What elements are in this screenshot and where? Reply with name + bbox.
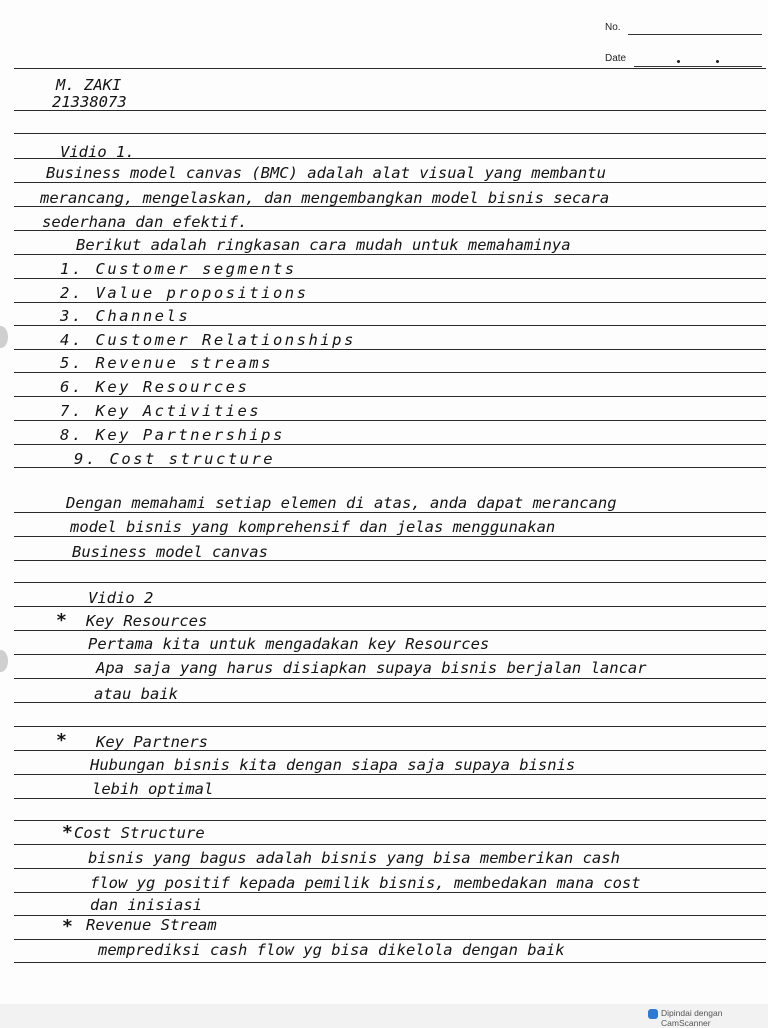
section-line: lebih optimal: [92, 780, 214, 798]
ruled-line: [14, 726, 766, 727]
author-name: M. ZAKI: [56, 76, 122, 94]
section-bullet: *: [62, 822, 73, 843]
section-line: memprediksi cash flow yg bisa dikelola dengan baik: [98, 941, 565, 959]
ruled-line: [14, 868, 766, 869]
section-line: Apa saja yang harus disiapkan supaya bisnis berjalan lancar: [96, 659, 647, 677]
section-bullet: *: [62, 916, 73, 937]
ruled-line: [14, 774, 766, 775]
ruled-line: [14, 349, 766, 350]
ruled-line: [14, 302, 766, 303]
ruled-line: [14, 536, 766, 537]
ruled-line: [14, 325, 766, 326]
ruled-line: [14, 962, 766, 963]
conclusion-line: Business model canvas: [72, 543, 268, 561]
section-line: dan inisiasi: [90, 896, 202, 914]
ruled-line: [14, 512, 766, 513]
bmc-element-item: 7. Key Activities: [60, 402, 262, 420]
ruled-line: [14, 254, 766, 255]
ruled-line: [14, 182, 766, 183]
section-heading: Revenue Stream: [86, 916, 217, 934]
summary-line: Berikut adalah ringkasan cara mudah untuk memahaminya: [76, 236, 571, 254]
ruled-line: [14, 820, 766, 821]
ruled-line: [14, 133, 766, 134]
date-separator-dot: [716, 60, 719, 63]
conclusion-line: model bisnis yang komprehensif dan jelas menggunakan: [70, 518, 556, 536]
section-heading: Key Partners: [96, 733, 208, 751]
intro-line: sederhana dan efektif.: [42, 213, 248, 231]
section-bullet: *: [56, 730, 67, 751]
conclusion-line: Dengan memahami setiap elemen di atas, anda dapat merancang: [66, 494, 617, 512]
video1-title: Vidio 1.: [60, 143, 135, 161]
scanner-watermark: Dipindai dengan CamScanner: [661, 1008, 723, 1028]
section-line: atau baik: [94, 685, 178, 703]
bmc-element-item: 3. Channels: [60, 307, 191, 325]
bmc-element-item: 5. Revenue streams: [60, 354, 273, 372]
date-separator-dot: [677, 60, 680, 63]
section-heading: Key Resources: [86, 612, 208, 630]
ruled-line: [14, 396, 766, 397]
ruled-line: [14, 939, 766, 940]
ruled-line: [14, 278, 766, 279]
binder-hole: [0, 326, 8, 348]
ruled-line: [14, 798, 766, 799]
ruled-line: [14, 444, 766, 445]
ruled-line: [14, 654, 766, 655]
ruled-line: [14, 372, 766, 373]
video2-title: Vidio 2: [88, 589, 154, 607]
bmc-element-item: 9. Cost structure: [74, 450, 276, 468]
ruled-line: [14, 844, 766, 845]
date-field-line: [634, 66, 762, 67]
author-id: 21338073: [52, 93, 127, 111]
binder-hole: [0, 650, 8, 672]
section-heading: Cost Structure: [74, 824, 205, 842]
ruled-line: [14, 892, 766, 893]
bmc-element-item: 2. Value propositions: [60, 284, 309, 302]
ruled-line: [14, 420, 766, 421]
section-bullet: *: [56, 610, 67, 631]
ruled-line: [14, 630, 766, 631]
intro-line: Business model canvas (BMC) adalah alat visual yang membantu: [46, 164, 606, 182]
section-line: Pertama kita untuk mengadakan key Resources: [88, 635, 490, 653]
section-line: bisnis yang bagus adalah bisnis yang bisa memberikan cash: [88, 849, 620, 867]
intro-line: merancang, mengelaskan, dan mengembangkan model bisnis secara: [40, 189, 610, 207]
no-label: No.: [605, 22, 621, 33]
date-label: Date: [605, 53, 627, 64]
ruled-line: [14, 110, 766, 111]
ruled-line: [14, 68, 766, 69]
camscanner-logo-icon: [648, 1009, 658, 1019]
bmc-element-item: 8. Key Partnerships: [60, 426, 285, 444]
ruled-line: [14, 678, 766, 679]
no-field-line: [628, 34, 762, 35]
section-line: flow yg positif kepada pemilik bisnis, membedakan mana cost: [90, 874, 641, 892]
bmc-element-item: 4. Customer Relationships: [60, 331, 356, 349]
ruled-line: [14, 582, 766, 583]
bmc-element-item: 6. Key Resources: [60, 378, 250, 396]
bmc-element-item: 1. Customer segments: [60, 260, 297, 278]
section-line: Hubungan bisnis kita dengan siapa saja supaya bisnis: [90, 756, 576, 774]
